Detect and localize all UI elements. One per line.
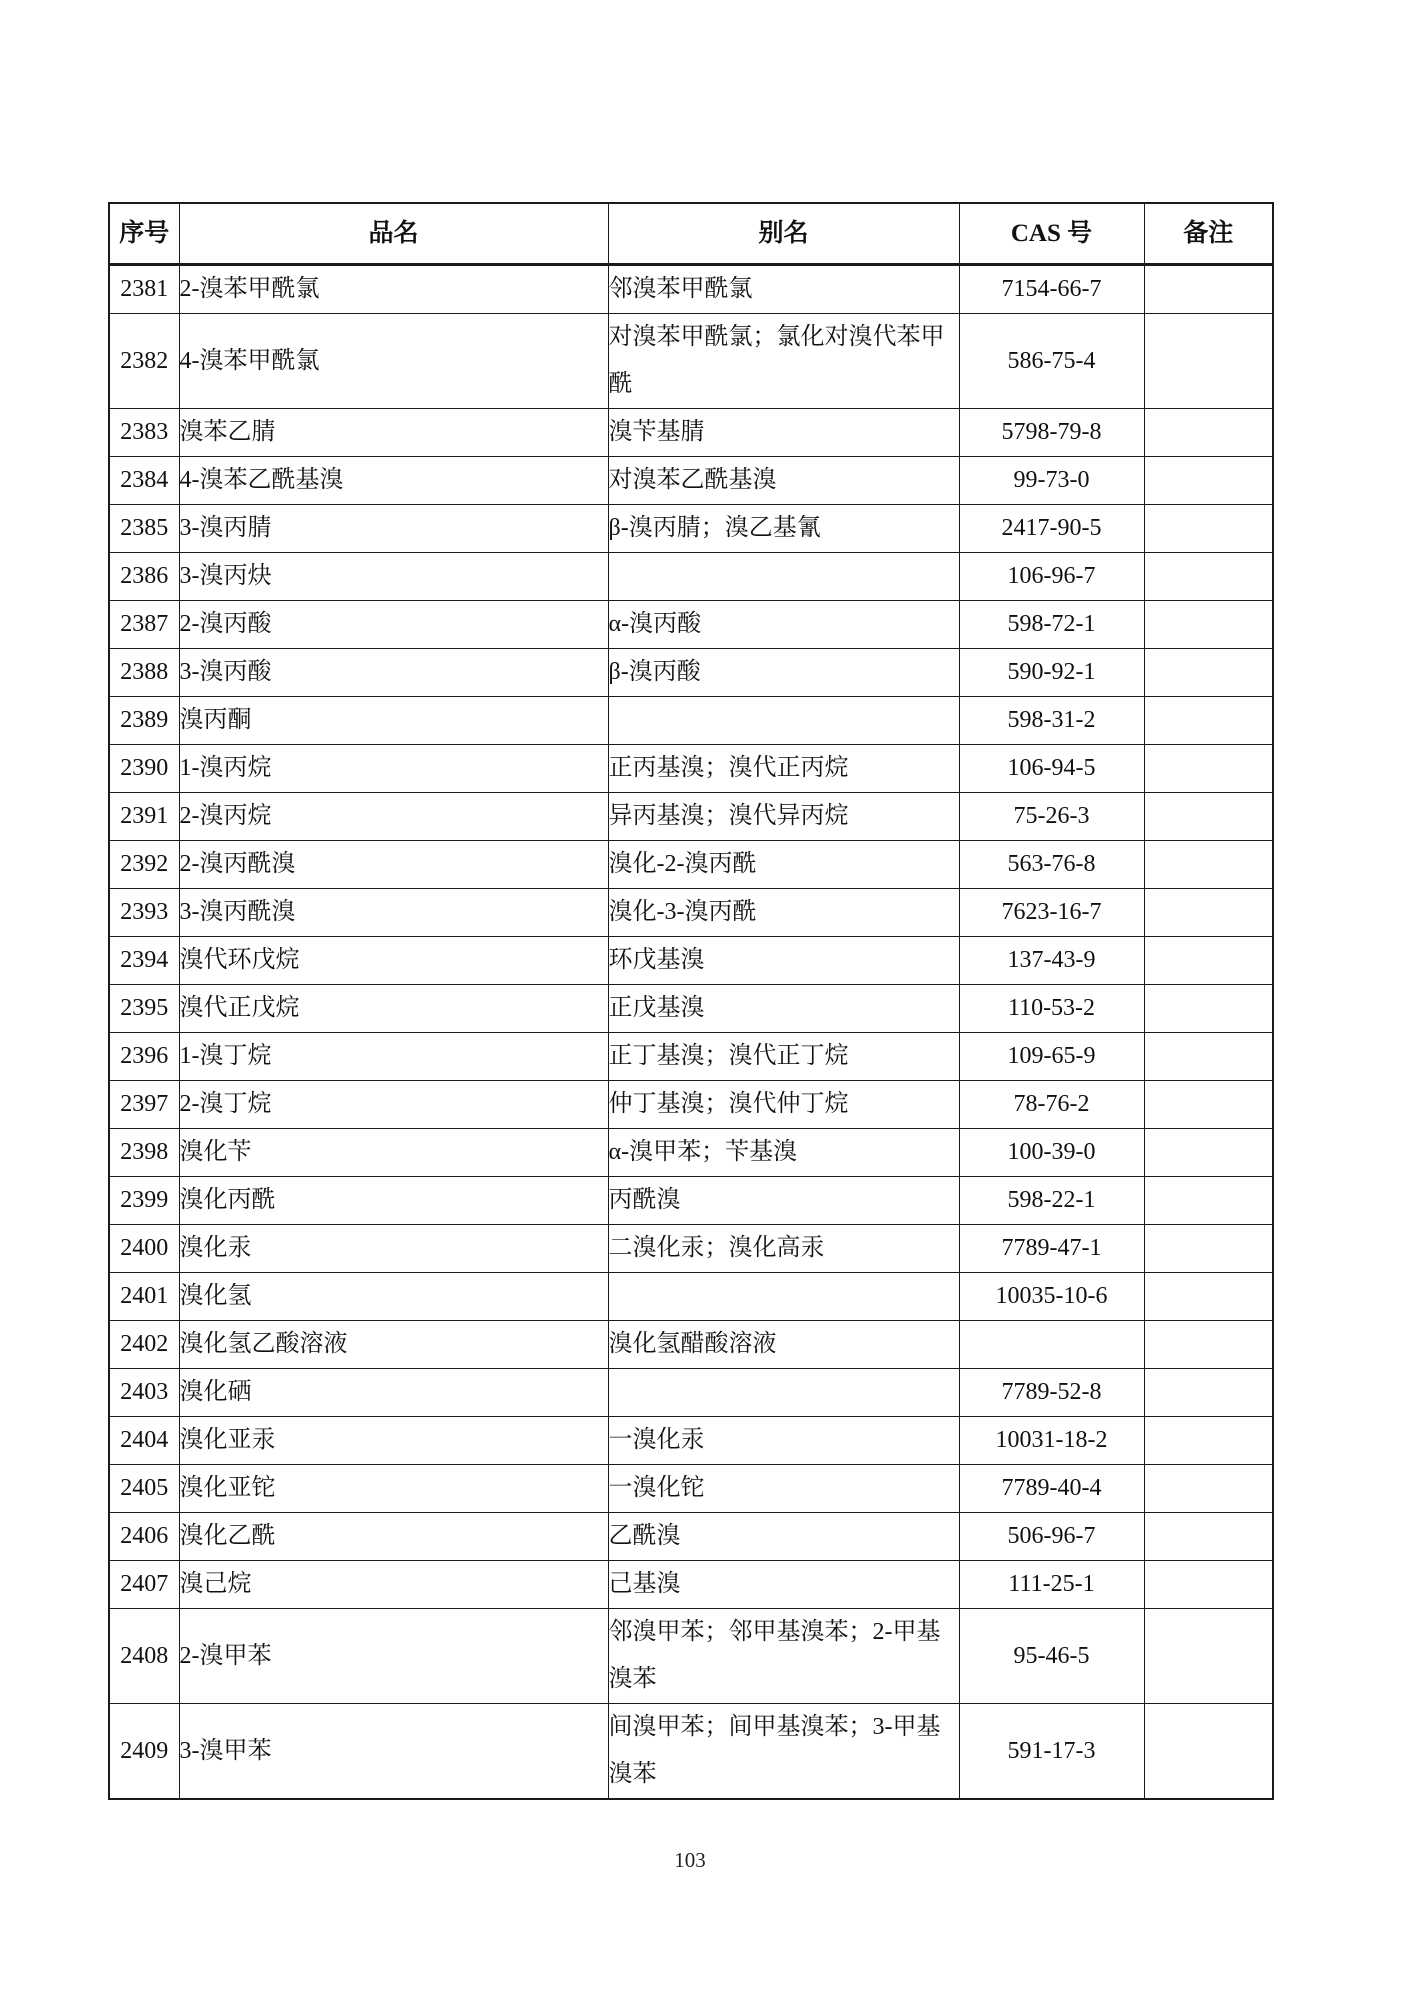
cell-note xyxy=(1144,553,1273,601)
cell-note xyxy=(1144,505,1273,553)
table-header-row xyxy=(109,203,1273,265)
cell-serial: 2384 xyxy=(109,457,179,505)
cell-note xyxy=(1144,1273,1273,1321)
cell-alias: 正丙基溴；溴代正丙烷 xyxy=(608,745,959,793)
cell-serial: 2387 xyxy=(109,601,179,649)
cell-cas: 563-76-8 xyxy=(959,841,1144,889)
cell-cas: 10035-10-6 xyxy=(959,1273,1144,1321)
cell-name: 2-溴甲苯 xyxy=(179,1609,608,1704)
cell-serial: 2388 xyxy=(109,649,179,697)
table-row xyxy=(109,409,1273,457)
cell-cas: 75-26-3 xyxy=(959,793,1144,841)
cell-name: 2-溴丙酰溴 xyxy=(179,841,608,889)
cell-name: 1-溴丁烷 xyxy=(179,1033,608,1081)
cell-serial: 2407 xyxy=(109,1561,179,1609)
table-row xyxy=(109,1465,1273,1513)
cell-alias: α-溴丙酸 xyxy=(608,601,959,649)
cell-note xyxy=(1144,1561,1273,1609)
table-row xyxy=(109,265,1273,314)
cell-note xyxy=(1144,1177,1273,1225)
cell-name: 3-溴丙酰溴 xyxy=(179,889,608,937)
table-row xyxy=(109,697,1273,745)
cell-alias xyxy=(608,1369,959,1417)
cell-name: 3-溴甲苯 xyxy=(179,1704,608,1800)
table-row xyxy=(109,793,1273,841)
cell-note xyxy=(1144,1225,1273,1273)
page-number: 103 xyxy=(674,1848,706,1872)
table-row xyxy=(109,889,1273,937)
cell-name: 溴化氢乙酸溶液 xyxy=(179,1321,608,1369)
cell-alias: 对溴苯甲酰氯；氯化对溴代苯甲酰 xyxy=(608,314,959,409)
cell-serial: 2409 xyxy=(109,1704,179,1800)
cell-name: 溴化硒 xyxy=(179,1369,608,1417)
cell-note xyxy=(1144,1417,1273,1465)
cell-name: 1-溴丙烷 xyxy=(179,745,608,793)
cell-serial: 2382 xyxy=(109,314,179,409)
cell-name: 3-溴丙腈 xyxy=(179,505,608,553)
cell-alias: 异丙基溴；溴代异丙烷 xyxy=(608,793,959,841)
cell-serial: 2390 xyxy=(109,745,179,793)
cell-alias: 一溴化汞 xyxy=(608,1417,959,1465)
table-row xyxy=(109,1609,1273,1704)
cell-cas: 2417-90-5 xyxy=(959,505,1144,553)
cell-cas: 99-73-0 xyxy=(959,457,1144,505)
cell-serial: 2383 xyxy=(109,409,179,457)
table-row xyxy=(109,1369,1273,1417)
cell-alias: 仲丁基溴；溴代仲丁烷 xyxy=(608,1081,959,1129)
table-row xyxy=(109,1033,1273,1081)
table-row xyxy=(109,1081,1273,1129)
table-row xyxy=(109,1704,1273,1800)
cell-serial: 2389 xyxy=(109,697,179,745)
cell-note xyxy=(1144,457,1273,505)
cell-note xyxy=(1144,841,1273,889)
cell-name: 溴代环戊烷 xyxy=(179,937,608,985)
cell-cas: 586-75-4 xyxy=(959,314,1144,409)
table-row xyxy=(109,1177,1273,1225)
column-header-0: 序号 xyxy=(109,203,179,265)
cell-note xyxy=(1144,1513,1273,1561)
cell-cas: 7789-47-1 xyxy=(959,1225,1144,1273)
cell-serial: 2400 xyxy=(109,1225,179,1273)
cell-alias: 乙酰溴 xyxy=(608,1513,959,1561)
cell-alias: 邻溴甲苯；邻甲基溴苯；2-甲基溴苯 xyxy=(608,1609,959,1704)
table-row xyxy=(109,649,1273,697)
cell-name: 溴化丙酰 xyxy=(179,1177,608,1225)
table-row xyxy=(109,1561,1273,1609)
cell-cas: 506-96-7 xyxy=(959,1513,1144,1561)
cell-name: 溴化苄 xyxy=(179,1129,608,1177)
cell-note xyxy=(1144,697,1273,745)
cell-serial: 2403 xyxy=(109,1369,179,1417)
cell-serial: 2404 xyxy=(109,1417,179,1465)
cell-cas: 106-94-5 xyxy=(959,745,1144,793)
cell-serial: 2405 xyxy=(109,1465,179,1513)
cell-note xyxy=(1144,1609,1273,1704)
cell-alias: 二溴化汞；溴化高汞 xyxy=(608,1225,959,1273)
cell-cas: 78-76-2 xyxy=(959,1081,1144,1129)
cell-alias: β-溴丙腈；溴乙基氰 xyxy=(608,505,959,553)
table-row xyxy=(109,745,1273,793)
cell-serial: 2394 xyxy=(109,937,179,985)
cell-name: 溴化亚铊 xyxy=(179,1465,608,1513)
cell-name: 溴苯乙腈 xyxy=(179,409,608,457)
table-row xyxy=(109,1129,1273,1177)
cell-alias: 溴化-3-溴丙酰 xyxy=(608,889,959,937)
table-row xyxy=(109,841,1273,889)
cell-note xyxy=(1144,314,1273,409)
cell-serial: 2396 xyxy=(109,1033,179,1081)
cell-note xyxy=(1144,409,1273,457)
cell-alias: 溴化-2-溴丙酰 xyxy=(608,841,959,889)
cell-name: 溴化氢 xyxy=(179,1273,608,1321)
cell-cas: 95-46-5 xyxy=(959,1609,1144,1704)
cell-alias: β-溴丙酸 xyxy=(608,649,959,697)
cell-cas: 137-43-9 xyxy=(959,937,1144,985)
cell-note xyxy=(1144,1465,1273,1513)
cell-name: 溴化亚汞 xyxy=(179,1417,608,1465)
cell-name: 溴丙酮 xyxy=(179,697,608,745)
cell-serial: 2401 xyxy=(109,1273,179,1321)
cell-alias: 正戊基溴 xyxy=(608,985,959,1033)
table-row xyxy=(109,985,1273,1033)
table-row xyxy=(109,1321,1273,1369)
cell-cas: 598-72-1 xyxy=(959,601,1144,649)
cell-cas: 591-17-3 xyxy=(959,1704,1144,1800)
cell-cas: 100-39-0 xyxy=(959,1129,1144,1177)
table-row xyxy=(109,601,1273,649)
cell-cas: 7789-40-4 xyxy=(959,1465,1144,1513)
cell-alias: 一溴化铊 xyxy=(608,1465,959,1513)
cell-cas: 106-96-7 xyxy=(959,553,1144,601)
cell-serial: 2386 xyxy=(109,553,179,601)
table-body xyxy=(109,265,1273,1800)
cell-serial: 2392 xyxy=(109,841,179,889)
column-header-4: 备注 xyxy=(1144,203,1273,265)
cell-note xyxy=(1144,1129,1273,1177)
cell-note xyxy=(1144,937,1273,985)
cell-alias: 间溴甲苯；间甲基溴苯；3-甲基溴苯 xyxy=(608,1704,959,1800)
cell-note xyxy=(1144,1704,1273,1800)
cell-alias xyxy=(608,1273,959,1321)
table-row xyxy=(109,1417,1273,1465)
column-header-3: CAS 号 xyxy=(959,203,1144,265)
table-row xyxy=(109,553,1273,601)
cell-note xyxy=(1144,985,1273,1033)
cell-serial: 2398 xyxy=(109,1129,179,1177)
chemical-list-table xyxy=(108,202,1274,1800)
cell-alias: 溴化氢醋酸溶液 xyxy=(608,1321,959,1369)
cell-note xyxy=(1144,265,1273,314)
cell-cas: 7789-52-8 xyxy=(959,1369,1144,1417)
table-row xyxy=(109,1225,1273,1273)
cell-alias: 己基溴 xyxy=(608,1561,959,1609)
cell-name: 2-溴丙烷 xyxy=(179,793,608,841)
cell-alias: 丙酰溴 xyxy=(608,1177,959,1225)
cell-alias: 对溴苯乙酰基溴 xyxy=(608,457,959,505)
cell-cas: 111-25-1 xyxy=(959,1561,1144,1609)
cell-serial: 2402 xyxy=(109,1321,179,1369)
cell-serial: 2408 xyxy=(109,1609,179,1704)
cell-name: 溴代正戊烷 xyxy=(179,985,608,1033)
cell-name: 2-溴丁烷 xyxy=(179,1081,608,1129)
cell-cas: 109-65-9 xyxy=(959,1033,1144,1081)
table-row xyxy=(109,1513,1273,1561)
cell-cas: 590-92-1 xyxy=(959,649,1144,697)
cell-note xyxy=(1144,649,1273,697)
cell-cas: 5798-79-8 xyxy=(959,409,1144,457)
cell-serial: 2395 xyxy=(109,985,179,1033)
cell-note xyxy=(1144,1369,1273,1417)
cell-note xyxy=(1144,793,1273,841)
cell-serial: 2406 xyxy=(109,1513,179,1561)
cell-alias: α-溴甲苯；苄基溴 xyxy=(608,1129,959,1177)
cell-cas: 7623-16-7 xyxy=(959,889,1144,937)
cell-note xyxy=(1144,745,1273,793)
cell-name: 2-溴苯甲酰氯 xyxy=(179,265,608,314)
cell-alias: 正丁基溴；溴代正丁烷 xyxy=(608,1033,959,1081)
cell-cas: 598-22-1 xyxy=(959,1177,1144,1225)
cell-cas xyxy=(959,1321,1144,1369)
cell-alias: 溴苄基腈 xyxy=(608,409,959,457)
cell-name: 2-溴丙酸 xyxy=(179,601,608,649)
cell-note xyxy=(1144,1321,1273,1369)
cell-serial: 2391 xyxy=(109,793,179,841)
cell-name: 4-溴苯甲酰氯 xyxy=(179,314,608,409)
cell-name: 溴化乙酰 xyxy=(179,1513,608,1561)
cell-name: 溴己烷 xyxy=(179,1561,608,1609)
column-header-2: 别名 xyxy=(608,203,959,265)
column-header-1: 品名 xyxy=(179,203,608,265)
cell-cas: 110-53-2 xyxy=(959,985,1144,1033)
cell-note xyxy=(1144,601,1273,649)
cell-name: 4-溴苯乙酰基溴 xyxy=(179,457,608,505)
cell-alias xyxy=(608,697,959,745)
cell-name: 3-溴丙酸 xyxy=(179,649,608,697)
cell-alias: 环戊基溴 xyxy=(608,937,959,985)
cell-cas: 598-31-2 xyxy=(959,697,1144,745)
cell-serial: 2399 xyxy=(109,1177,179,1225)
cell-name: 3-溴丙炔 xyxy=(179,553,608,601)
table-row xyxy=(109,1273,1273,1321)
cell-serial: 2381 xyxy=(109,265,179,314)
table-row xyxy=(109,457,1273,505)
cell-note xyxy=(1144,1033,1273,1081)
cell-alias xyxy=(608,553,959,601)
cell-note xyxy=(1144,1081,1273,1129)
table-row xyxy=(109,937,1273,985)
cell-serial: 2397 xyxy=(109,1081,179,1129)
cell-cas: 10031-18-2 xyxy=(959,1417,1144,1465)
table-row xyxy=(109,314,1273,409)
cell-serial: 2393 xyxy=(109,889,179,937)
cell-note xyxy=(1144,889,1273,937)
table-row xyxy=(109,505,1273,553)
cell-alias: 邻溴苯甲酰氯 xyxy=(608,265,959,314)
cell-name: 溴化汞 xyxy=(179,1225,608,1273)
cell-serial: 2385 xyxy=(109,505,179,553)
cell-cas: 7154-66-7 xyxy=(959,265,1144,314)
